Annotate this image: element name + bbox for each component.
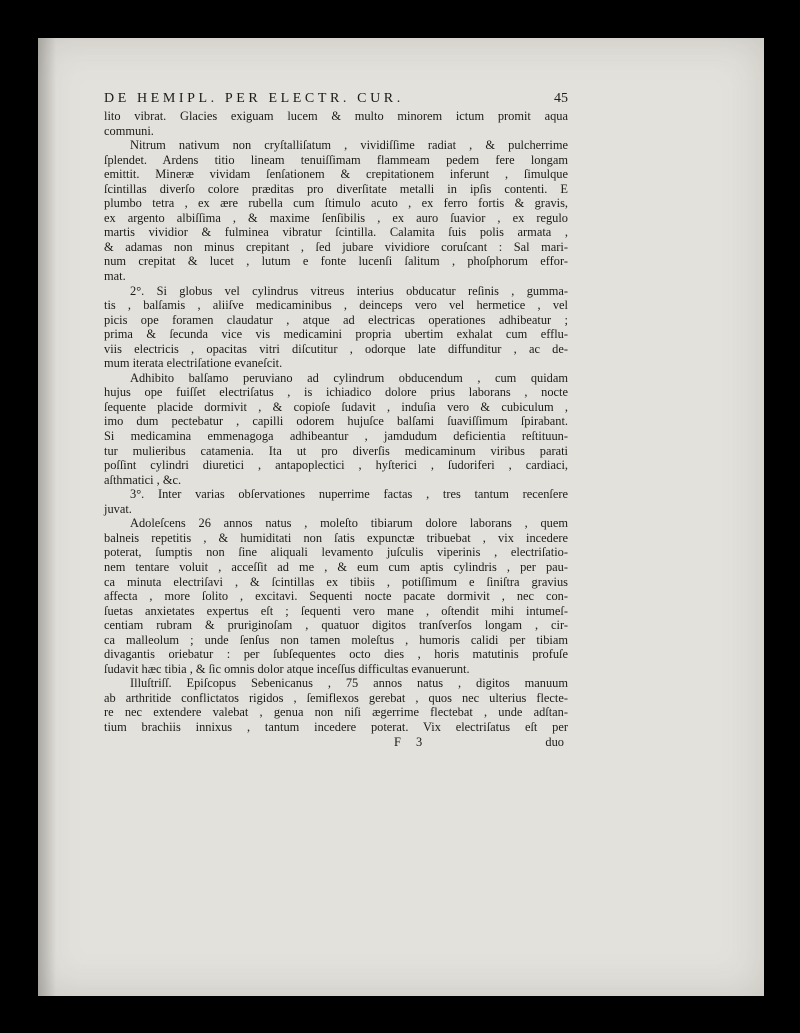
text-line: prima & ſecunda vice vis medicamini propria ubertim exhalat cum efflu- (104, 327, 568, 342)
text-line: divagantis oriebatur : per ſubſequentes octo dies , horis matutinis profuſe (104, 647, 568, 662)
text-line: ab arthritide conflictatos rigidos , ſemiflexos gerebat , quos nec ulterius flecte- (104, 690, 568, 705)
text-line: ſcintillas diverſo colore præditas pro diverſitate metalli in ipſis contenti. E (104, 181, 568, 196)
text-line: ſequente placide dormivit , & copioſe ſudavit , induſia vero & cubiculum , (104, 399, 568, 414)
text-line: aſthmatici , &c. (104, 472, 182, 487)
text-line: Adoleſcens 26 annos natus , moleſto tibiarum dolore laborans , quem (130, 516, 568, 531)
text-line: balneis repetitis , & humiditati non ſatis expunctæ tribuebat , vix incedere (104, 530, 568, 545)
text-line: mat. (104, 269, 126, 284)
text-line: plumbo tetra , ex ære rubella cum ſtimulo acuto , ex ferro fortis & gravis, (104, 196, 568, 211)
text-line: re nec extendere valebat , genua non niſi ægerrime flectebat , unde adſtan- (104, 705, 568, 720)
text-line: ca malleolum ; unde ſenſus non tamen moleſtus , humoris calidi per tibiam (104, 632, 568, 647)
text-line: communi. (104, 123, 154, 138)
text-line: Adhibito balſamo peruviano ad cylindrum obducendum , cum quidam (130, 370, 568, 385)
text-line: mum iterata electriſatione evaneſcit. (104, 356, 283, 371)
text-line: tium brachiis innixus , tantum incedere poterat. Vix electriſatus eſt per (104, 719, 568, 734)
text-line: 3°. Inter varias obſervationes nuperrime factas , tres tantum recenſere (130, 487, 568, 502)
text-line: tis , balſamis , aliiſve medicaminibus , deinceps vero vel hermetice , vel (104, 298, 568, 313)
text-line: lito vibrat. Glacies exiguam lucem & multo minorem ictum promit aqua (104, 109, 568, 123)
text-line: centiam rubram & pruriginoſam , quatuor digitos tranſverſos longam , cir- (104, 618, 568, 633)
catchword: duo (545, 734, 564, 749)
page-gutter-shadow (38, 38, 56, 996)
page-footer (104, 735, 568, 751)
text-line: martis vividior & fulminea vibratur ſcintilla. Calamita ſuis polis armata , (104, 225, 568, 240)
text-line: poſſint cylindri diuretici , antapoplectici , hyſterici , ſudoriferi , cardiaci, (104, 458, 568, 473)
text-line: Nitrum nativum non cryſtalliſatum , vividiſſime radiat , & pulcherrime (130, 138, 568, 153)
text-line: ex argento albiſſima , & maxime ſenſibilis , ex auro ſuavior , ex regulo (104, 210, 568, 225)
text-line: tur mulieribus catamenia. Ita ut pro diverſis medicaminum viribus parati (104, 443, 568, 458)
text-line: Illuſtriſſ. Epiſcopus Sebenicanus , 75 annos natus , digitos manuum (130, 676, 568, 691)
signature-mark: F 3 (394, 734, 429, 749)
book-page (38, 38, 764, 996)
text-line: hujus ope fuiſſet electriſatus , is ichiadico dolore prius laborans , nocte (104, 385, 568, 400)
text-line: imo dum pectebatur , capilli odorem hujuſce balſami ſuaviſſimum ſpirabant. (104, 414, 568, 429)
text-line: 2°. Si globus vel cylindrus vitreus interius obducatur reſinis , gumma- (130, 283, 568, 298)
text-line: nem tentare voluit , acceſſit ad me , & eum cum aptis cylindris , per pau- (104, 559, 568, 574)
running-head-title: DE HEMIPL. PER ELECTR. CUR. (104, 91, 404, 106)
text-line: ſplendet. Ardens titio lineam tenuiſſimam flammeam pedem fere longam (104, 152, 568, 167)
text-line: emittit. Mineræ vividam ſenſationem & crepitationem inferunt , ſimulque (104, 167, 568, 182)
text-line: juvat. (104, 501, 132, 516)
text-line: viis electricis , opacitas vitri diſcutitur , odorque late diffunditur , ac de- (104, 341, 568, 356)
page-text-block (104, 90, 568, 751)
text-line: ca minuta electriſavi , & ſcintillas ex tibiis , potiſſimum e ſiniſtra gravius (104, 574, 568, 589)
page-number: 45 (554, 91, 568, 106)
body-text (104, 109, 568, 735)
text-line: poterat, ſumptis non ſine aliquali levamento juſculis viperinis , electriſatio- (104, 545, 568, 560)
running-head (104, 90, 568, 108)
text-line: picis ope foramen claudatur , atque ad electricas operationes adhibeatur ; (104, 312, 568, 327)
text-line: & adamas non minus crepitant , ſed jubare vividiore coruſcant : Sal mari- (104, 239, 568, 254)
text-line: affecta , more ſolito , excitavi. Sequenti nocte pacate dormivit , nec con- (104, 589, 568, 604)
text-line: Si medicamina emmenagoga adhibeantur , jamdudum deficientia reſtituun- (104, 429, 568, 444)
text-line: num crepitat & lucet , lutum e fonte lucenſi ſalitum , phoſphorum effor- (104, 254, 568, 269)
text-line: ſuetas anxietates expertus eſt ; ſequenti vero mane , oſtendit mihi intumeſ- (104, 603, 568, 618)
text-line: ſudavit hæc tibia , & ſic omnis dolor atque inceſſus difficultas evanuerunt. (104, 661, 470, 676)
